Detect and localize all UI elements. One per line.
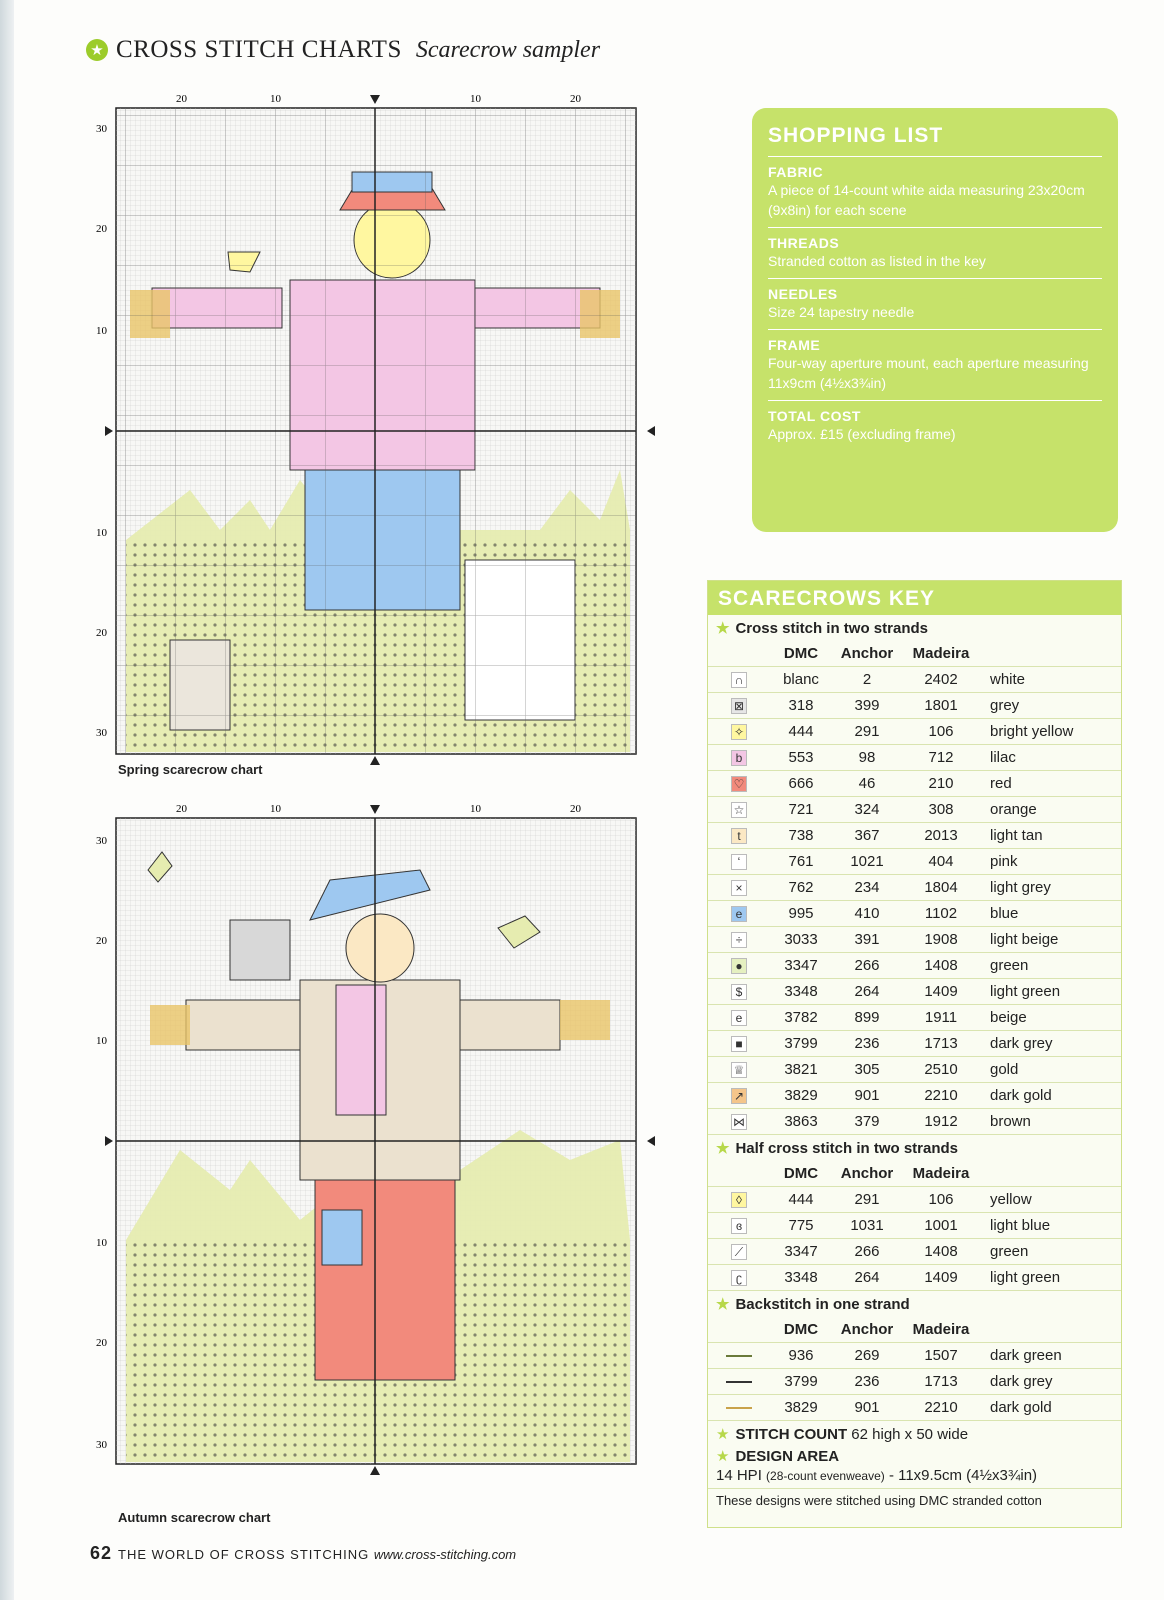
shopping-section — [768, 400, 1102, 451]
symbol-icon: e — [731, 906, 747, 922]
key-row — [708, 1343, 1121, 1369]
key-cell-madeira: 1908 — [902, 927, 980, 953]
shopping-section — [768, 329, 1102, 400]
top-label: 20 — [570, 803, 581, 815]
key-cell-name: dark green — [980, 1343, 1121, 1369]
symbol-icon: ☆ — [731, 802, 747, 818]
backstitch-table: DMC Anchor Madeira 936 269 1507 dark green 3799 236 1713 dark grey 3829 901 2210 dark gold — [708, 1317, 1121, 1421]
key-cell-dmc: 936 — [770, 1343, 832, 1369]
key-cell-anchor: 291 — [832, 1187, 902, 1213]
key-cell-anchor: 266 — [832, 1239, 902, 1265]
page-footer — [90, 1543, 516, 1564]
key-cell-name: lilac — [980, 745, 1121, 771]
key-cell-madeira: 1507 — [902, 1343, 980, 1369]
symbol-icon: ɞ — [731, 1218, 747, 1234]
key-row — [708, 745, 1121, 771]
key-cell-dmc: 738 — [770, 823, 832, 849]
autumn-chart — [96, 800, 660, 1480]
magazine-url: www.cross-stitching.com — [373, 1547, 517, 1562]
center-arrow-icon — [370, 1466, 380, 1475]
key-cell-dmc: 318 — [770, 693, 832, 719]
key-cell-dmc: 3821 — [770, 1057, 832, 1083]
key-cell-madeira: 106 — [902, 1187, 980, 1213]
top-label: 10 — [270, 93, 281, 105]
key-cell-anchor: 291 — [832, 719, 902, 745]
symbol-icon: × — [731, 880, 747, 896]
half-cross-table: DMC Anchor Madeira ◊ 444 291 106 yellow ɞ 775 1031 1001 light blue ⟋ 3347 266 1408 green ʗ 3348 264 1409 light green — [708, 1161, 1121, 1291]
star-badge-icon: ★ — [86, 39, 108, 61]
key-cell-anchor: 264 — [832, 979, 902, 1005]
design-area: ★ DESIGN AREA — [716, 1448, 840, 1465]
key-cell-dmc: 3799 — [770, 1031, 832, 1057]
key-cell-anchor: 399 — [832, 693, 902, 719]
side-label: 30 — [96, 727, 107, 739]
key-cell-anchor: 2 — [832, 667, 902, 693]
star-icon: ★ — [716, 1448, 730, 1465]
side-label: 20 — [96, 1337, 107, 1349]
key-title: SCARECROWS KEY — [708, 581, 1121, 615]
key-cell-dmc: 762 — [770, 875, 832, 901]
key-cell-dmc: 775 — [770, 1213, 832, 1239]
key-cell-anchor: 901 — [832, 1083, 902, 1109]
key-row — [708, 1265, 1121, 1291]
key-cell-anchor: 367 — [832, 823, 902, 849]
key-cell-madeira: 1911 — [902, 1005, 980, 1031]
key-cell-madeira: 2013 — [902, 823, 980, 849]
page-title: CROSS STITCH CHARTS — [116, 36, 402, 63]
shopping-text: Stranded cotton as listed in the key — [768, 253, 986, 269]
key-row — [708, 797, 1121, 823]
key-cell-madeira: 1801 — [902, 693, 980, 719]
key-cell-madeira: 1001 — [902, 1213, 980, 1239]
key-row — [708, 1057, 1121, 1083]
side-label: 30 — [96, 1439, 107, 1451]
key-row — [708, 719, 1121, 745]
symbol-icon: ⟋ — [731, 1244, 747, 1260]
key-row — [708, 901, 1121, 927]
scarecrows-key-panel — [707, 580, 1122, 1528]
key-cell-dmc: 3829 — [770, 1395, 832, 1421]
key-cell-dmc: 3348 — [770, 1265, 832, 1291]
side-label: 30 — [96, 835, 107, 847]
symbol-icon: ♡ — [731, 776, 747, 792]
key-cell-anchor: 410 — [832, 901, 902, 927]
key-cell-name: grey — [980, 693, 1121, 719]
symbol-icon: ʗ — [731, 1270, 747, 1286]
shopping-heading: TOTAL COST — [768, 408, 861, 424]
top-label: 20 — [570, 93, 581, 105]
key-cell-name: light beige — [980, 927, 1121, 953]
symbol-icon: e — [731, 1010, 747, 1026]
key-cell-anchor: 391 — [832, 927, 902, 953]
key-cell-name: light tan — [980, 823, 1121, 849]
key-cell-name: dark gold — [980, 1083, 1121, 1109]
key-row — [708, 1213, 1121, 1239]
symbol-icon: b — [731, 750, 747, 766]
key-row — [708, 1083, 1121, 1109]
key-cell-name: green — [980, 1239, 1121, 1265]
key-cell-madeira: 106 — [902, 719, 980, 745]
symbol-icon: ʻ — [731, 854, 747, 870]
key-cell-name: brown — [980, 1109, 1121, 1135]
key-cell-dmc: blanc — [770, 667, 832, 693]
side-label: 10 — [96, 1035, 107, 1047]
key-cell-madeira: 308 — [902, 797, 980, 823]
symbol-icon: ● — [731, 958, 747, 974]
key-cell-dmc: 721 — [770, 797, 832, 823]
key-row — [708, 823, 1121, 849]
cross-stitch-table: DMC Anchor Madeira ∩ blanc 2 2402 white ⊠ 318 399 1801 grey ✧ 444 291 106 bright yellow b 553 98 712 lilac ♡ 666 46 210 red ☆ 721 324 308 orange t 738 367 2013 light tan ʻ 761 1021 404 pink × 762 234 1804 light grey e 995 410 1102 blue ÷ 3033 391 1908 light beige ● 3347 266 1408 green $ 3348 264 1409 light green e 3782 899 1911 beige ■ 3799 236 1713 dark grey ♕ 3821 305 2510 gold ↗ 3829 901 2210 dark gold ⋈ 3863 379 1912 brown — [708, 641, 1121, 1135]
key-cell-madeira: 1408 — [902, 953, 980, 979]
key-cell-anchor: 236 — [832, 1031, 902, 1057]
key-cell-anchor: 901 — [832, 1395, 902, 1421]
key-cell-dmc: 666 — [770, 771, 832, 797]
key-cell-anchor: 236 — [832, 1369, 902, 1395]
symbol-icon: ♕ — [731, 1062, 747, 1078]
cross-stitch-heading: ★ Cross stitch in two strands — [716, 620, 928, 637]
shopping-text: Approx. £15 (excluding frame) — [768, 426, 956, 442]
shopping-heading: FRAME — [768, 337, 821, 353]
key-cell-madeira: 1102 — [902, 901, 980, 927]
symbol-icon: ÷ — [731, 932, 747, 948]
key-cell-dmc: 444 — [770, 1187, 832, 1213]
key-cell-dmc: 3782 — [770, 1005, 832, 1031]
key-cell-name: red — [980, 771, 1121, 797]
key-row — [708, 979, 1121, 1005]
page-number: 62 — [90, 1543, 113, 1563]
key-cell-anchor: 98 — [832, 745, 902, 771]
stitch-count: ★ STITCH COUNT 62 high x 50 wide — [716, 1426, 969, 1443]
key-cell-dmc: 553 — [770, 745, 832, 771]
key-row — [708, 693, 1121, 719]
symbol-icon: ⊠ — [731, 698, 747, 714]
key-cell-anchor: 234 — [832, 875, 902, 901]
key-cell-name: light green — [980, 979, 1121, 1005]
key-cell-anchor: 46 — [832, 771, 902, 797]
symbol-icon: ↗ — [731, 1088, 747, 1104]
key-cell-anchor: 269 — [832, 1343, 902, 1369]
shopping-heading: NEEDLES — [768, 286, 838, 302]
key-cell-dmc: 444 — [770, 719, 832, 745]
key-cell-dmc: 3863 — [770, 1109, 832, 1135]
key-row — [708, 667, 1121, 693]
top-label: 10 — [470, 93, 481, 105]
shopping-section — [768, 278, 1102, 329]
shopping-text: Size 24 tapestry needle — [768, 304, 915, 320]
side-label: 20 — [96, 935, 107, 947]
key-row — [708, 1187, 1121, 1213]
key-row — [708, 771, 1121, 797]
key-cell-anchor: 379 — [832, 1109, 902, 1135]
side-label: 10 — [96, 527, 107, 539]
key-row — [708, 849, 1121, 875]
key-row — [708, 927, 1121, 953]
key-cell-name: green — [980, 953, 1121, 979]
key-cell-dmc: 995 — [770, 901, 832, 927]
center-arrow-icon — [370, 756, 380, 765]
key-cell-name: gold — [980, 1057, 1121, 1083]
key-cell-dmc: 3033 — [770, 927, 832, 953]
key-row — [708, 1031, 1121, 1057]
key-cell-name: blue — [980, 901, 1121, 927]
key-note: These designs were stitched using DMC stranded cotton — [708, 1488, 1121, 1508]
key-cell-name: pink — [980, 849, 1121, 875]
shopping-text: Four-way aperture mount, each aperture measuring 11x9cm (4½x3¾in) — [768, 355, 1089, 391]
design-area-value: 14 HPI (28-count evenweave) - 11x9.5cm (4½x3¾in) — [716, 1467, 1038, 1484]
symbol-icon: ◊ — [731, 1192, 747, 1208]
page-spine — [0, 0, 14, 1600]
key-cell-madeira: 2210 — [902, 1395, 980, 1421]
key-cell-anchor: 264 — [832, 1265, 902, 1291]
key-cell-anchor: 305 — [832, 1057, 902, 1083]
key-row — [708, 953, 1121, 979]
page-header — [86, 36, 600, 64]
key-cell-dmc: 3799 — [770, 1369, 832, 1395]
spring-chart — [96, 90, 660, 770]
side-label: 10 — [96, 1237, 107, 1249]
symbol-icon: ⋈ — [733, 1115, 745, 1129]
star-icon: ★ — [716, 620, 730, 637]
shopping-heading: THREADS — [768, 235, 840, 251]
autumn-chart-caption: Autumn scarecrow chart — [118, 1510, 271, 1525]
symbol-icon: ∩ — [731, 672, 747, 688]
key-cell-anchor: 324 — [832, 797, 902, 823]
center-arrow-icon — [647, 1136, 655, 1146]
key-row — [708, 1395, 1121, 1421]
key-cell-madeira: 1408 — [902, 1239, 980, 1265]
star-icon: ★ — [716, 1426, 730, 1443]
key-row — [708, 1369, 1121, 1395]
key-cell-dmc: 3347 — [770, 953, 832, 979]
top-label: 20 — [176, 803, 187, 815]
center-arrow-icon — [370, 805, 380, 814]
key-cell-madeira: 1912 — [902, 1109, 980, 1135]
backstitch-line-icon — [726, 1381, 752, 1383]
key-cell-anchor: 1021 — [832, 849, 902, 875]
key-cell-madeira: 1409 — [902, 1265, 980, 1291]
key-cell-dmc: 3829 — [770, 1083, 832, 1109]
backstitch-line-icon — [726, 1355, 752, 1357]
key-cell-name: light blue — [980, 1213, 1121, 1239]
page-subtitle: Scarecrow sampler — [415, 36, 601, 63]
backstitch-heading: ★ Backstitch in one strand — [716, 1296, 910, 1313]
key-cell-name: orange — [980, 797, 1121, 823]
side-label: 20 — [96, 223, 107, 235]
symbol-icon: ✧ — [731, 724, 747, 740]
magazine-name: THE WORLD OF CROSS STITCHING — [118, 1547, 370, 1562]
shopping-heading: FABRIC — [768, 164, 824, 180]
key-cell-anchor: 1031 — [832, 1213, 902, 1239]
key-cell-dmc: 3348 — [770, 979, 832, 1005]
key-cell-name: light green — [980, 1265, 1121, 1291]
half-cross-heading: ★ Half cross stitch in two strands — [716, 1140, 958, 1157]
key-row — [708, 1239, 1121, 1265]
key-cell-name: yellow — [980, 1187, 1121, 1213]
top-label: 10 — [270, 803, 281, 815]
key-cell-name: beige — [980, 1005, 1121, 1031]
star-icon: ★ — [716, 1296, 730, 1313]
backstitch-line-icon — [726, 1407, 752, 1409]
symbol-icon: t — [731, 828, 747, 844]
key-row — [708, 875, 1121, 901]
shopping-section — [768, 227, 1102, 278]
center-arrow-icon — [105, 426, 113, 436]
center-arrow-icon — [370, 95, 380, 104]
top-label: 10 — [470, 803, 481, 815]
key-cell-name: dark grey — [980, 1031, 1121, 1057]
star-icon: ★ — [716, 1140, 730, 1157]
key-cell-anchor: 899 — [832, 1005, 902, 1031]
key-cell-madeira: 1409 — [902, 979, 980, 1005]
center-arrow-icon — [105, 1136, 113, 1146]
side-label: 20 — [96, 627, 107, 639]
key-cell-madeira: 2402 — [902, 667, 980, 693]
key-cell-madeira: 712 — [902, 745, 980, 771]
key-cell-madeira: 404 — [902, 849, 980, 875]
key-cell-name: bright yellow — [980, 719, 1121, 745]
symbol-icon: ■ — [731, 1036, 747, 1052]
key-cell-dmc: 3347 — [770, 1239, 832, 1265]
key-row — [708, 1005, 1121, 1031]
side-label: 30 — [96, 123, 107, 135]
key-cell-madeira: 1804 — [902, 875, 980, 901]
shopping-list-title: SHOPPING LIST — [768, 124, 944, 147]
shopping-list-panel — [752, 108, 1118, 532]
shopping-text: A piece of 14-count white aida measuring 23x20cm (9x8in) for each scene — [768, 182, 1085, 218]
key-cell-name: dark gold — [980, 1395, 1121, 1421]
key-cell-name: dark grey — [980, 1369, 1121, 1395]
symbol-icon: $ — [731, 984, 747, 1000]
key-cell-madeira: 2210 — [902, 1083, 980, 1109]
spring-chart-caption: Spring scarecrow chart — [118, 762, 263, 777]
key-cell-name: light grey — [980, 875, 1121, 901]
shopping-section — [768, 156, 1102, 227]
key-cell-madeira: 2510 — [902, 1057, 980, 1083]
top-label: 20 — [176, 93, 187, 105]
key-cell-name: white — [980, 667, 1121, 693]
key-cell-madeira: 210 — [902, 771, 980, 797]
key-cell-dmc: 761 — [770, 849, 832, 875]
side-label: 10 — [96, 325, 107, 337]
center-arrow-icon — [647, 426, 655, 436]
key-cell-madeira: 1713 — [902, 1031, 980, 1057]
key-cell-madeira: 1713 — [902, 1369, 980, 1395]
key-row — [708, 1109, 1121, 1135]
key-cell-anchor: 266 — [832, 953, 902, 979]
